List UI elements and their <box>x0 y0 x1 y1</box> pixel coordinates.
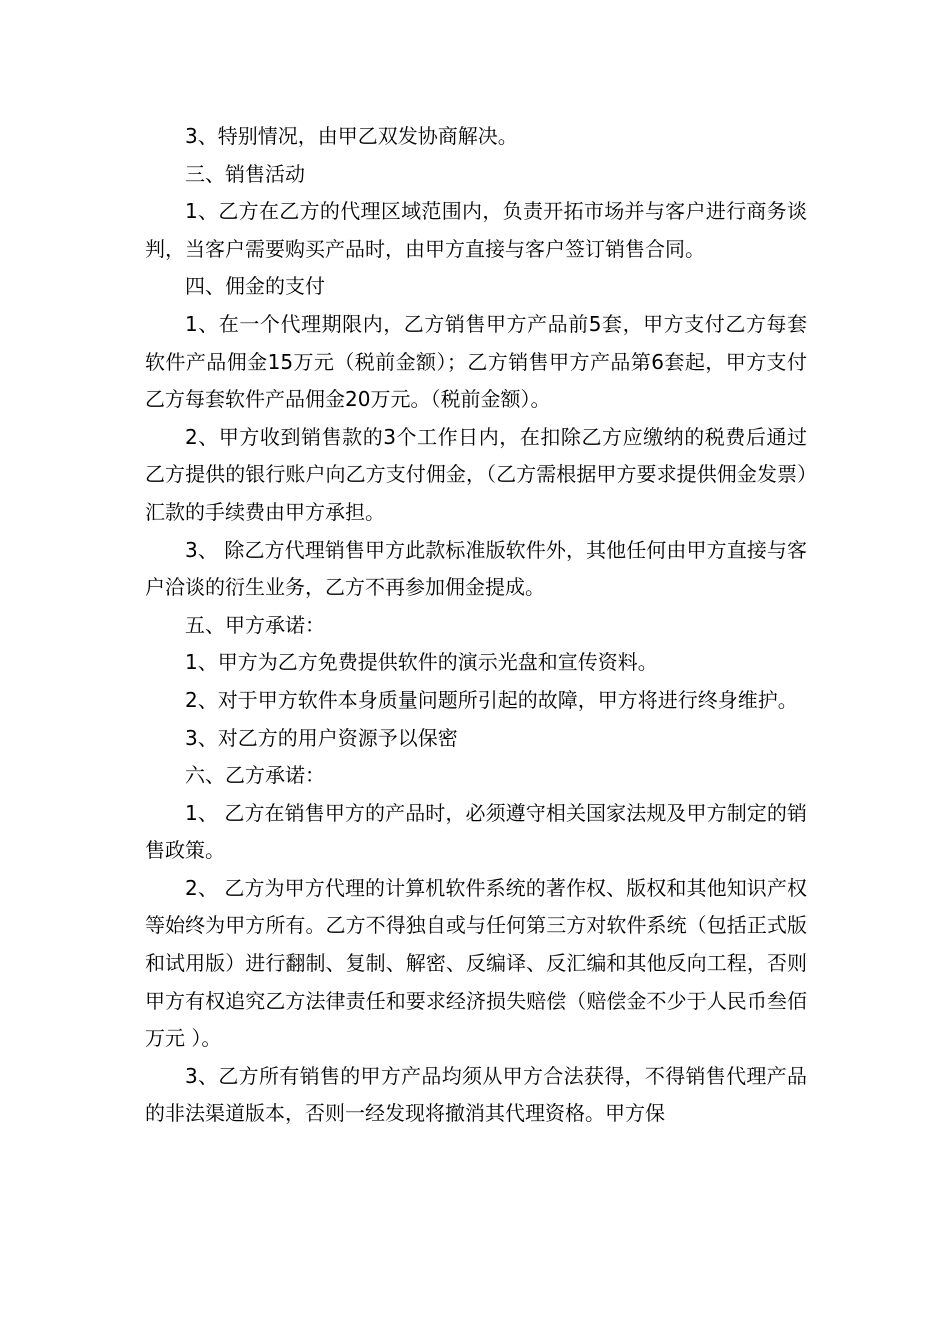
clause-party-a-1: 1、甲方为乙方免费提供软件的演示光盘和宣传资料。 <box>185 650 658 675</box>
section-heading-party-b-commitments: 六、乙方承诺： <box>185 763 325 788</box>
section-heading-party-a-commitments: 五、甲方承诺： <box>185 612 325 637</box>
clause-party-a-2: 2、对于甲方软件本身质量问题所引起的故障，甲方将进行终身维护。 <box>185 687 798 712</box>
clause-sales-1: 1、乙方在乙方的代理区域范围内，负责开拓市场并与客户进行商务谈判，当客户需要购买产品时，由甲方直接与客户签订销售合同。 <box>145 199 807 261</box>
clause-party-b-1: 1、 乙方在销售甲方的产品时，必须遵守相关国家法规及甲方制定的销售政策。 <box>145 800 807 863</box>
document-page <box>145 118 807 1133</box>
clause-party-b-2: 2、 乙方为甲方代理的计算机软件系统的著作权、版权和其他知识产权等始终为甲方所有。乙方不得独自或与任何第三方对软件系统（包括正式版和试用版）进行翻制、复制、解密、反编译、反汇编和其他反向工程，否则甲方有权追究乙方法律责任和要求经济损失赔偿（赔偿金不少于人民币叁佰万元 ）。 <box>145 875 807 1051</box>
clause-party-b-3: 3、乙方所有销售的甲方产品均须从甲方合法获得，不得销售代理产品的非法渠道版本，否则一经发现将撤消其代理资格。甲方保 <box>145 1063 807 1126</box>
clause-3-special-cases: 3、特别情况，由甲乙双发协商解决。 <box>185 124 518 148</box>
clause-commission-3: 3、 除乙方代理销售甲方此款标准版软件外，其他任何由甲方直接与客户洽谈的衍生业务，乙方不再参加佣金提成。 <box>145 537 807 600</box>
clause-party-a-3: 3、对乙方的用户资源予以保密 <box>185 725 458 750</box>
clause-commission-1: 1、在一个代理期限内，乙方销售甲方产品前5套，甲方支付乙方每套软件产品佣金15万元（税前金额）；乙方销售甲方产品第6套起，甲方支付乙方每套软件产品佣金20万元。（税前金额）。 <box>145 311 807 412</box>
section-heading-sales-activities: 三、销售活动 <box>185 161 305 186</box>
clause-commission-2: 2、甲方收到销售款的3个工作日内，在扣除乙方应缴纳的税费后通过乙方提供的银行账户向乙方支付佣金，（乙方需根据甲方要求提供佣金发票）汇款的手续费由甲方承担。 <box>145 424 807 524</box>
section-heading-commission-payment: 四、佣金的支付 <box>185 274 325 299</box>
